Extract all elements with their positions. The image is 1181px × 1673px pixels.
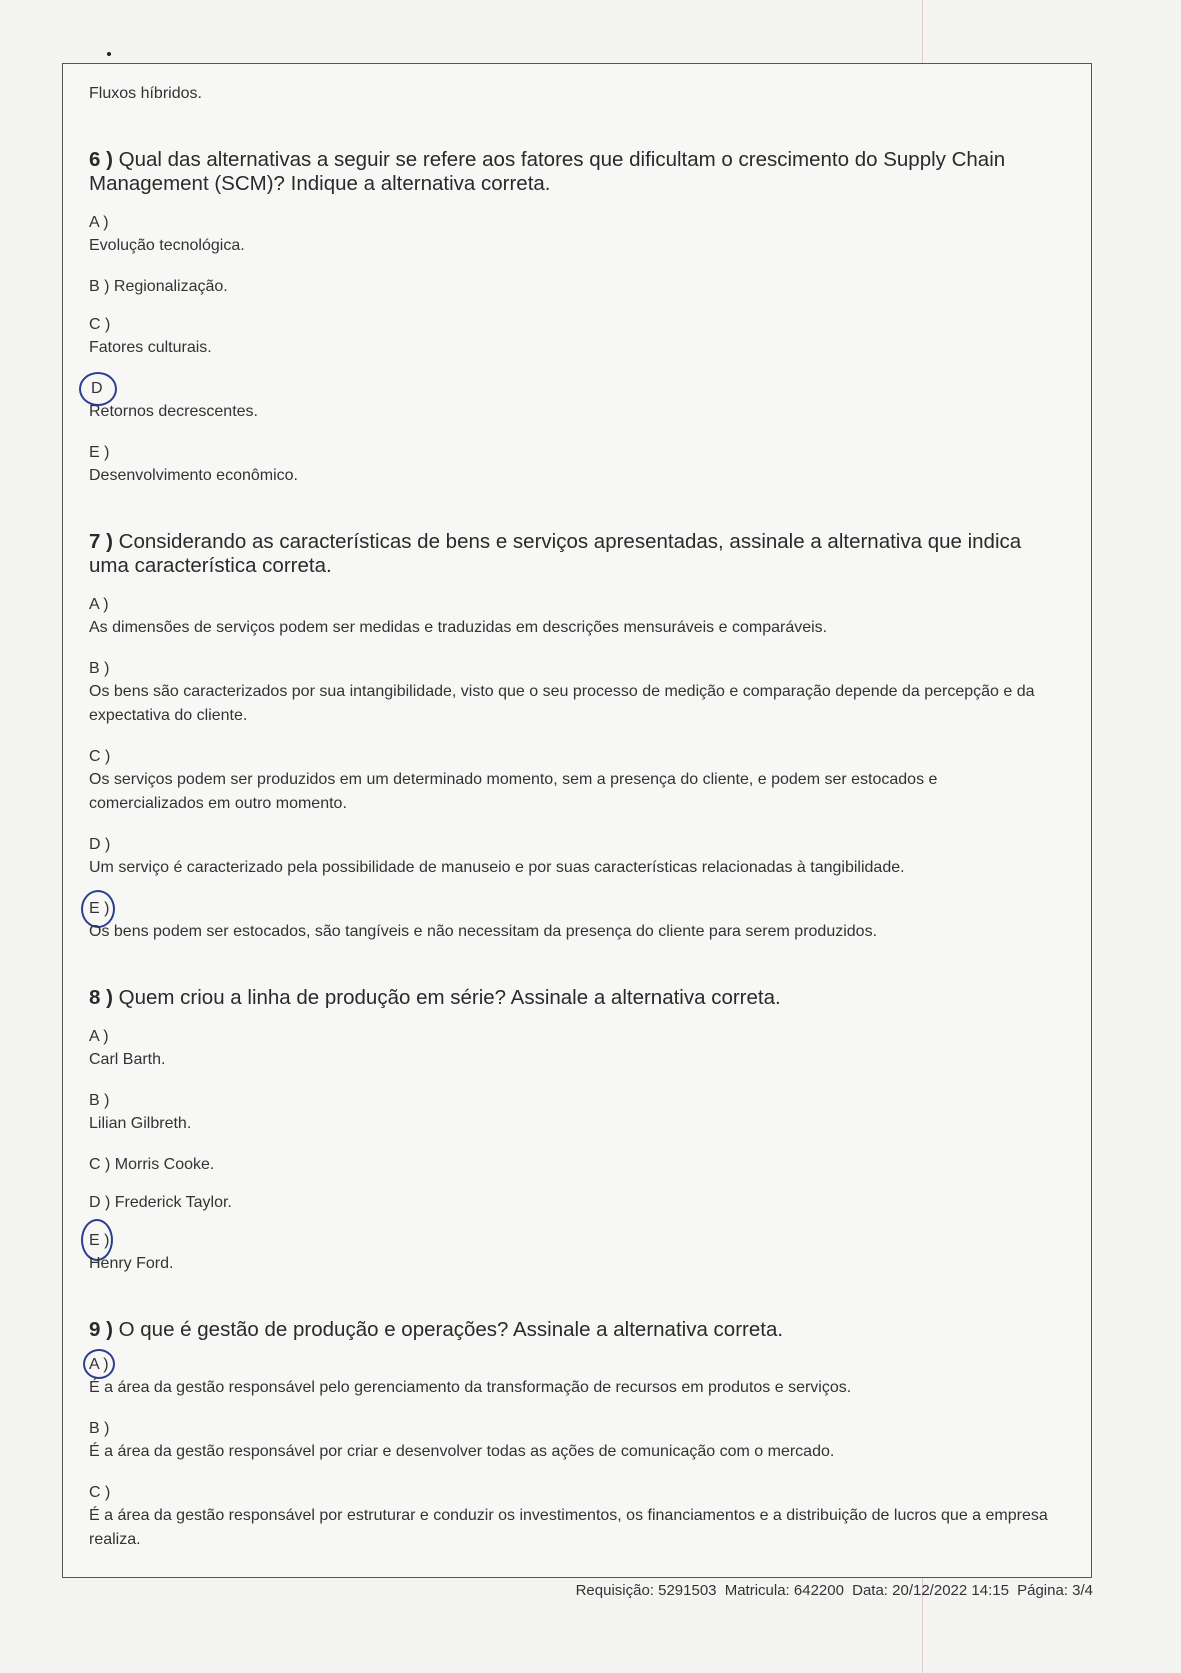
question-8-number: 8 ): [89, 986, 113, 1009]
q8-option-b-text: Lilian Gilbreth.: [89, 1115, 192, 1132]
question-frame: [62, 63, 1092, 1578]
q7-option-b-text: Os bens são caracterizados por sua intangibilidade, visto que o seu processo de medição e comparação depende da percepção e da expectativa do cliente.: [89, 683, 1035, 724]
footer-requisicao: Requisição: 5291503: [575, 1582, 717, 1599]
q6-option-d-text: Retornos decrescentes.: [89, 403, 258, 420]
q9-option-b-label[interactable]: B ): [89, 1420, 110, 1437]
q7-option-c-label[interactable]: C ): [89, 748, 111, 765]
q6-option-c-text: Fatores culturais.: [89, 339, 212, 356]
footer-pagina: Página: 3/4: [1017, 1582, 1093, 1599]
q8-option-e-text: Henry Ford.: [89, 1255, 174, 1272]
q7-option-e-label[interactable]: E ): [89, 900, 110, 917]
q8-option-c-label[interactable]: C ) Morris Cooke.: [89, 1156, 215, 1173]
q6-option-d-label[interactable]: D: [91, 380, 103, 397]
page-footer: [572, 1582, 1093, 1599]
q8-option-b-label[interactable]: B ): [89, 1092, 110, 1109]
q8-option-a-label[interactable]: A ): [89, 1028, 109, 1045]
q9-option-b-text: É a área da gestão responsável por criar e desenvolver todas as ações de comunicação com o mercado.: [89, 1443, 835, 1460]
q8-option-d-label[interactable]: D ) Frederick Taylor.: [89, 1194, 232, 1211]
q9-option-a-text: É a área da gestão responsável pelo gerenciamento da transformação de recursos em produtos e serviços.: [89, 1379, 852, 1396]
question-7: [89, 530, 1059, 578]
q7-option-d-text: Um serviço é caracterizado pela possibilidade de manuseio e por suas características relacionadas à tangibilidade.: [89, 859, 905, 876]
q7-option-e-text: Os bens podem ser estocados, são tangíveis e não necessitam da presença do cliente para serem produzidos.: [89, 923, 878, 940]
question-7-number: 7 ): [89, 530, 113, 553]
q9-option-c-text: É a área da gestão responsável por estruturar e conduzir os investimentos, os financiamentos e a distribuição de lucros que a empresa realiza.: [89, 1507, 1048, 1548]
question-6-number: 6 ): [89, 148, 113, 171]
scan-speck: [107, 52, 111, 56]
q7-option-c-text: Os serviços podem ser produzidos em um determinado momento, sem a presença do cliente, e podem ser estocados e comercializados em outro momento.: [89, 771, 938, 812]
q8-option-e-label[interactable]: E ): [89, 1232, 110, 1249]
q6-option-e-label[interactable]: E ): [89, 444, 110, 461]
q9-option-c-label[interactable]: C ): [89, 1484, 111, 1501]
q6-option-a-label[interactable]: A ): [89, 214, 109, 231]
previous-option-tail: Fluxos híbridos.: [89, 85, 202, 102]
question-7-text: Considerando as características de bens e serviços apresentadas, assinale a alternativa que indica uma característica correta.: [89, 530, 1022, 577]
q6-option-b-label[interactable]: B ) Regionalização.: [89, 278, 228, 295]
q7-option-d-label[interactable]: D ): [89, 836, 111, 853]
question-6-text: Qual das alternativas a seguir se refere aos fatores que dificultam o crescimento do Supply Chain Management (SCM)? Indique a alternativa correta.: [89, 148, 1006, 195]
q7-option-a-label[interactable]: A ): [89, 596, 109, 613]
q9-answer-circle-mark: [83, 1349, 115, 1379]
question-6: [89, 148, 1059, 196]
footer-matricula: Matricula: 642200: [724, 1582, 844, 1599]
question-9: [89, 1318, 783, 1342]
q6-option-e-text: Desenvolvimento econômico.: [89, 467, 298, 484]
q7-option-a-text: As dimensões de serviços podem ser medidas e traduzidas em descrições mensuráveis e comparáveis.: [89, 619, 828, 636]
question-9-number: 9 ): [89, 1318, 113, 1341]
question-9-text: O que é gestão de produção e operações? Assinale a alternativa correta.: [118, 1318, 784, 1341]
q8-option-a-text: Carl Barth.: [89, 1051, 166, 1068]
question-8-text: Quem criou a linha de produção em série? Assinale a alternativa correta.: [118, 986, 781, 1009]
footer-data: Data: 20/12/2022 14:15: [852, 1582, 1009, 1599]
q7-option-b-label[interactable]: B ): [89, 660, 110, 677]
q9-option-a-label[interactable]: A ): [89, 1356, 109, 1373]
q6-option-c-label[interactable]: C ): [89, 316, 111, 333]
q6-option-a-text: Evolução tecnológica.: [89, 237, 245, 254]
question-8: [89, 986, 781, 1010]
